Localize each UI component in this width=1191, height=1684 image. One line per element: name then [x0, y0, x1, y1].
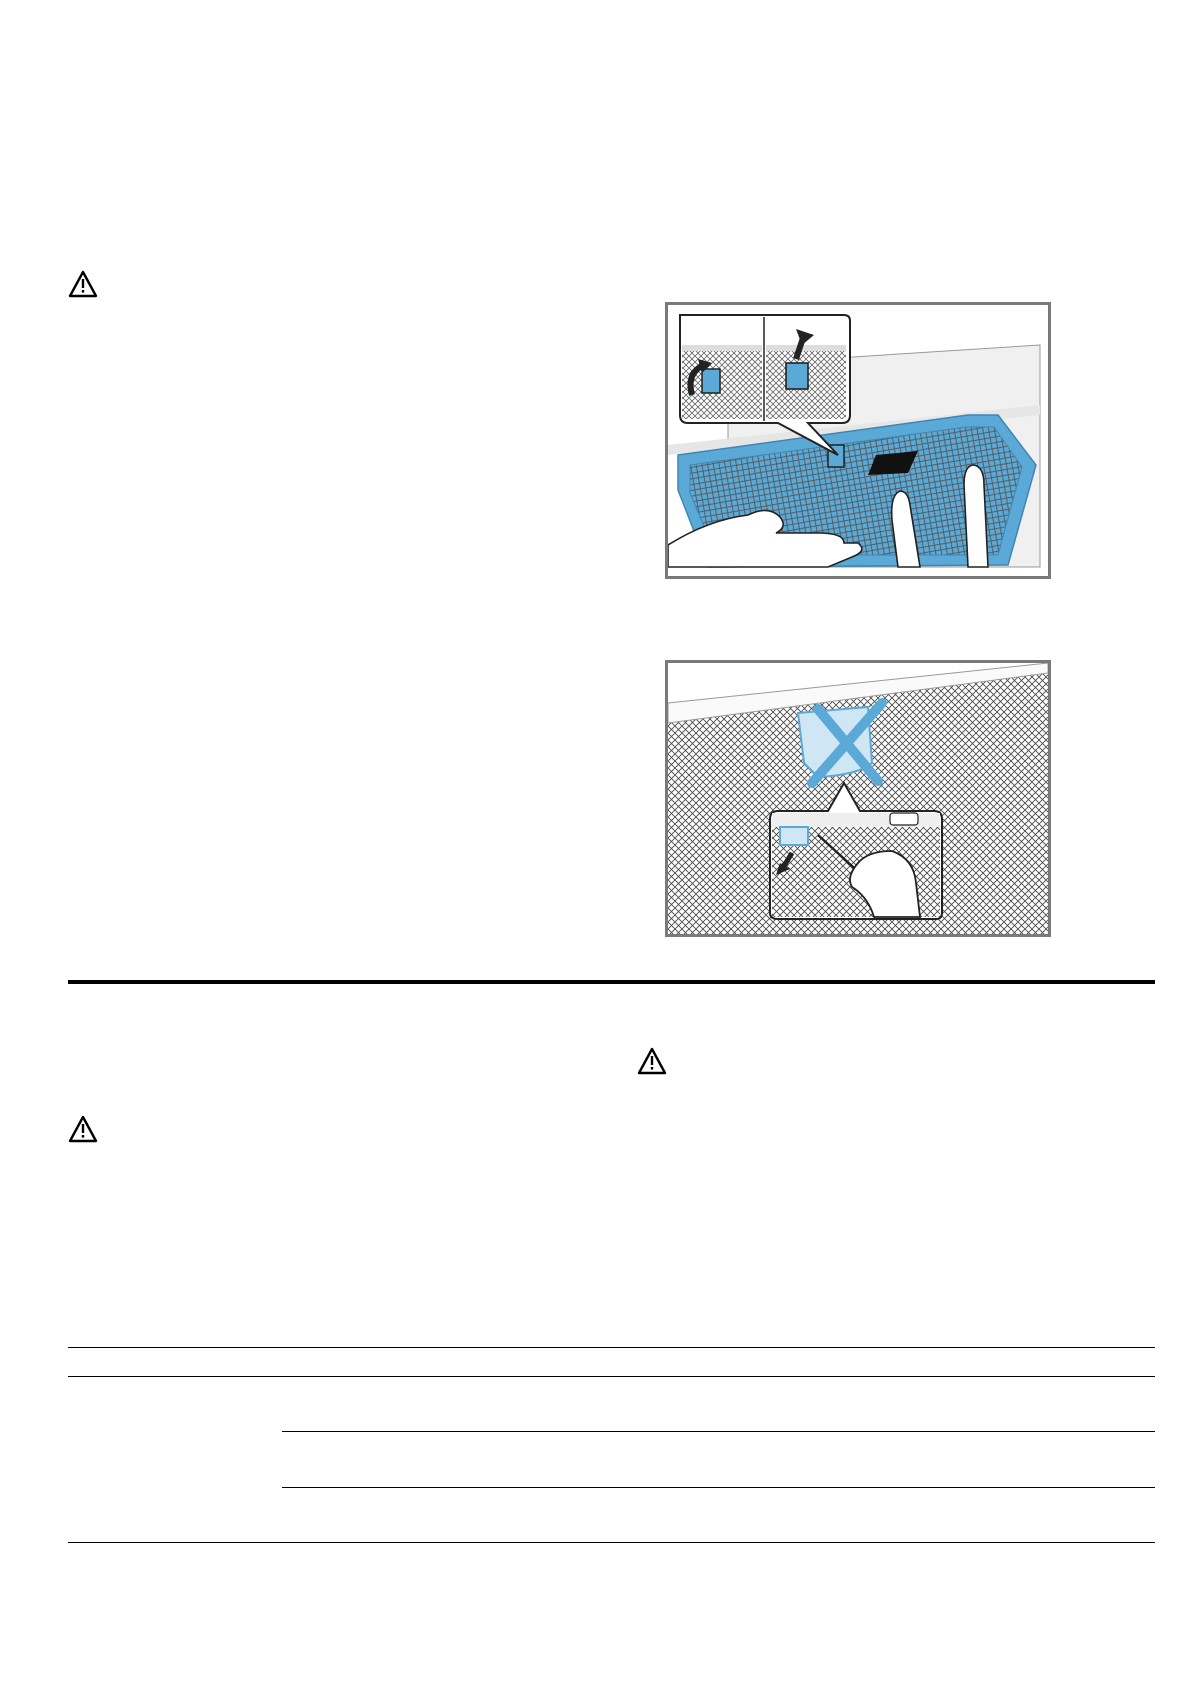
- table-header-top-rule: [68, 1347, 1155, 1348]
- table-header-bottom-rule: [68, 1376, 1155, 1377]
- table-bottom-rule: [68, 1542, 1155, 1543]
- warning-icon: [68, 270, 98, 303]
- table-row-rule: [282, 1431, 1155, 1432]
- table-row-rule: [282, 1487, 1155, 1488]
- section-divider: [68, 980, 1155, 984]
- warning-icon: [68, 1115, 98, 1148]
- filter-prohibited-illustration: [665, 660, 1051, 937]
- grease-filter-illustration: [665, 302, 1051, 579]
- warning-icon: [637, 1047, 667, 1080]
